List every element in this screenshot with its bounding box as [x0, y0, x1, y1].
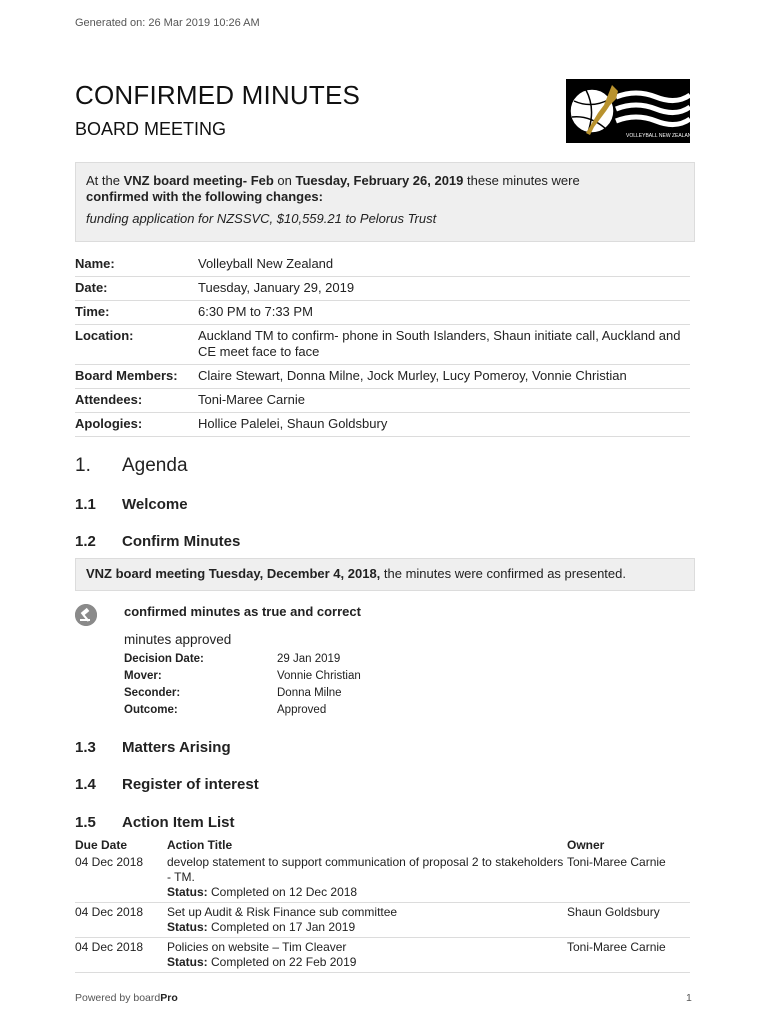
- action-status: [167, 920, 567, 935]
- action-status: [167, 885, 567, 900]
- info-row: [75, 253, 690, 277]
- notice-meeting-date: Tuesday, February 26, 2019: [295, 173, 464, 188]
- notice-on: on: [273, 173, 296, 188]
- notice-change: funding application for NZSSVC, $10,559.21 to Pelorus Trust: [86, 211, 437, 226]
- info-label: Location:: [75, 328, 134, 343]
- decision-field-label: Mover:: [124, 670, 162, 682]
- confirmation-notice: [75, 162, 695, 242]
- info-value: Toni-Maree Carnie: [198, 392, 305, 407]
- action-item-table: [75, 838, 690, 973]
- action-row: [75, 903, 690, 938]
- svg-text:VOLLEYBALL NEW ZEALAND POIRORO: VOLLEYBALL NEW ZEALAND POIRORO AOTEAROA: [626, 133, 749, 139]
- info-row: [75, 301, 690, 325]
- action-due-date: 04 Dec 2018: [75, 855, 144, 869]
- info-row: [75, 325, 690, 365]
- action-row: [75, 938, 690, 973]
- decision-field-value: Approved: [277, 704, 327, 716]
- decision-field: [124, 702, 361, 719]
- info-value: Volleyball New Zealand: [198, 256, 334, 271]
- action-title: Policies on website – Tim Cleaver: [167, 940, 347, 954]
- confirm-box-text: the minutes were confirmed as presented.: [380, 566, 626, 581]
- action-status-label: Status:: [167, 920, 208, 934]
- notice-line-2: confirmed with the following changes:: [86, 189, 323, 204]
- action-owner: Shaun Goldsbury: [567, 905, 660, 919]
- action-status-value: Completed on 22 Feb 2019: [207, 955, 357, 969]
- gavel-icon: [75, 604, 97, 626]
- agenda-item-matters-arising: 1.3 Matters Arising: [75, 739, 231, 756]
- notice-suffix: these minutes were: [463, 173, 580, 188]
- decision-fields: [124, 651, 361, 719]
- page-title: CONFIRMED MINUTES: [75, 80, 361, 110]
- agenda-heading: 1. Agenda: [75, 455, 188, 476]
- info-label: Apologies:: [75, 416, 143, 431]
- header-owner: Owner: [567, 838, 605, 852]
- header-due-date: Due Date: [75, 838, 128, 852]
- action-table-header: [75, 838, 690, 853]
- info-label: Board Members:: [75, 368, 178, 383]
- action-row: [75, 853, 690, 903]
- decision-field: [124, 668, 361, 685]
- action-owner: Toni-Maree Carnie: [567, 855, 666, 869]
- action-owner: Toni-Maree Carnie: [567, 940, 666, 954]
- generated-timestamp: Generated on: 26 Mar 2019 10:26 AM: [75, 17, 260, 29]
- action-title-cell: [167, 855, 567, 900]
- info-row: [75, 413, 690, 437]
- agenda-item-confirm-minutes: 1.2 Confirm Minutes: [75, 533, 241, 550]
- info-label: Time:: [75, 304, 110, 319]
- action-due-date: 04 Dec 2018: [75, 905, 144, 919]
- decision-field: [124, 651, 361, 668]
- info-row: [75, 365, 690, 389]
- action-due-date: 04 Dec 2018: [75, 940, 144, 954]
- decision-field: [124, 685, 361, 702]
- info-row: [75, 389, 690, 413]
- info-value: Auckland TM to confirm- phone in South Islanders, Shaun initiate call, Auckland and CE meet face to face: [198, 328, 681, 359]
- minutes-confirmed-box: [75, 558, 695, 591]
- volleyball-nz-logo: [566, 79, 749, 143]
- agenda-item-register-of-interest: 1.4 Register of interest: [75, 776, 259, 793]
- notice-meeting-name: VNZ board meeting- Feb: [123, 173, 274, 188]
- info-label: Date:: [75, 280, 108, 295]
- decision-field-value: Vonnie Christian: [277, 670, 361, 682]
- info-value: Claire Stewart, Donna Milne, Jock Murley, Lucy Pomeroy, Vonnie Christian: [198, 368, 627, 383]
- page-subtitle: BOARD MEETING: [75, 119, 227, 139]
- decision-field-label: Seconder:: [124, 687, 181, 699]
- info-label: Attendees:: [75, 392, 143, 407]
- decision-text: minutes approved: [124, 632, 232, 647]
- confirm-box-meeting: VNZ board meeting Tuesday, December 4, 2018,: [86, 566, 381, 581]
- action-status-value: Completed on 12 Dec 2018: [207, 885, 358, 899]
- action-status-label: Status:: [167, 885, 208, 899]
- agenda-item-action-item-list: 1.5 Action Item List: [75, 814, 235, 831]
- action-title-cell: [167, 940, 567, 970]
- agenda-item-welcome: 1.1 Welcome: [75, 496, 188, 513]
- page-number: 1: [686, 992, 692, 1004]
- footer-powered-by: Powered by boardPro: [75, 992, 178, 1004]
- action-title-cell: [167, 905, 567, 935]
- decision-block: [124, 604, 361, 719]
- info-value: Hollice Palelei, Shaun Goldsbury: [198, 416, 388, 431]
- decision-field-label: Outcome:: [124, 704, 178, 716]
- footer-brand: Pro: [160, 992, 178, 1004]
- action-title: Set up Audit & Risk Finance sub committee: [167, 905, 398, 919]
- decision-field-value: Donna Milne: [277, 687, 342, 699]
- info-value: Tuesday, January 29, 2019: [198, 280, 355, 295]
- action-title: develop statement to support communication of proposal 2 to stakeholders - TM.: [167, 855, 564, 884]
- notice-line-1: [86, 173, 684, 189]
- action-status-label: Status:: [167, 955, 208, 969]
- decision-field-label: Decision Date:: [124, 653, 204, 665]
- meeting-info-table: [75, 253, 690, 437]
- header-action-title: Action Title: [167, 838, 233, 852]
- action-status: [167, 955, 567, 970]
- info-label: Name:: [75, 256, 115, 271]
- notice-prefix: At the: [86, 173, 124, 188]
- decision-field-value: 29 Jan 2019: [277, 653, 341, 665]
- info-value: 6:30 PM to 7:33 PM: [198, 304, 313, 319]
- action-status-value: Completed on 17 Jan 2019: [207, 920, 356, 934]
- decision-title: confirmed minutes as true and correct: [124, 604, 361, 619]
- info-row: [75, 277, 690, 301]
